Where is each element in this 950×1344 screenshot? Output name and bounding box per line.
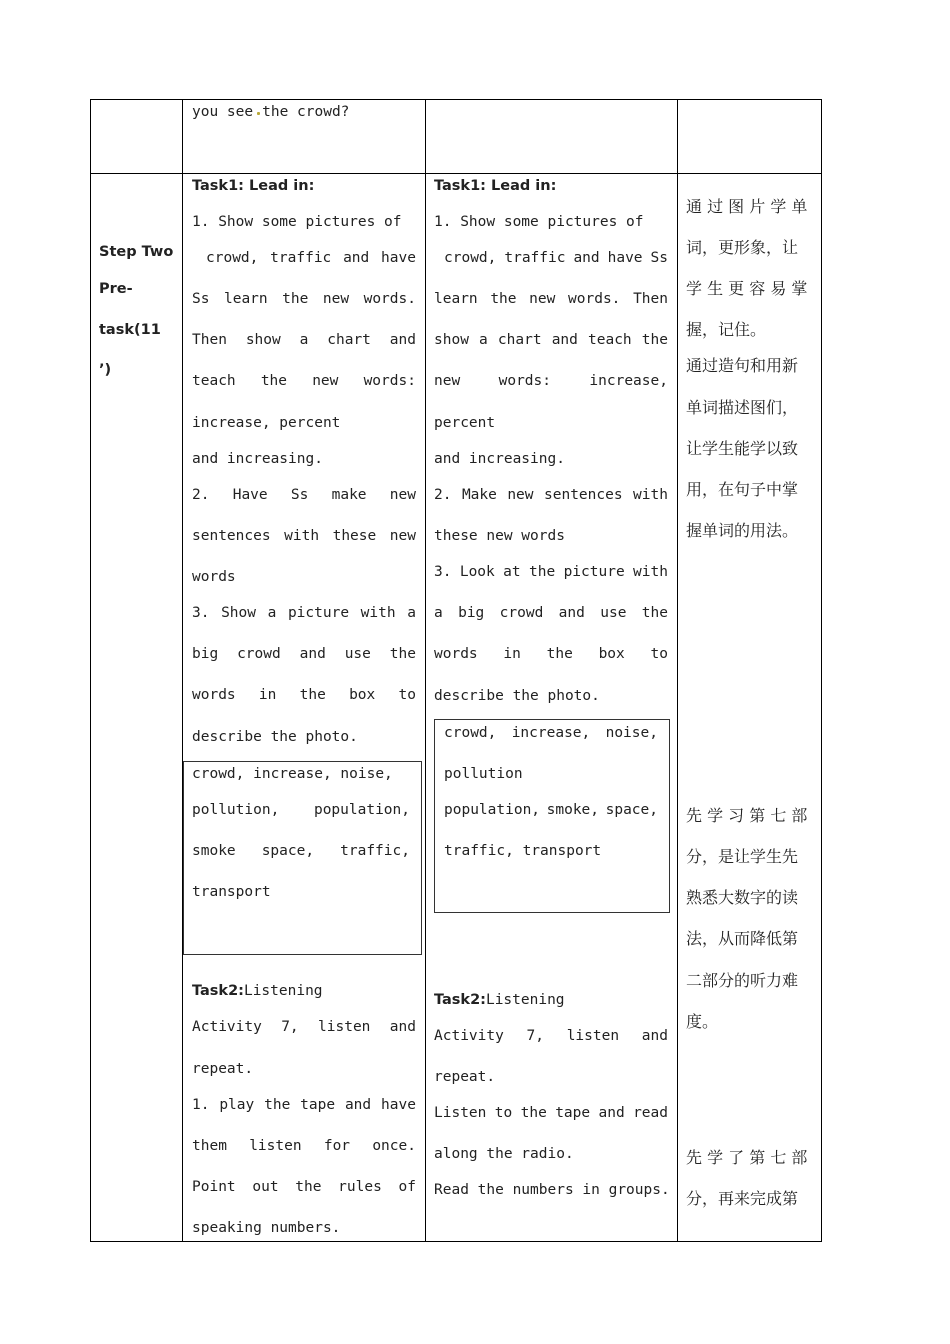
teacher-task2-value: Listening bbox=[243, 983, 323, 999]
teacher-line: big crowd and use the bbox=[192, 646, 416, 662]
step-line-4: ’) bbox=[99, 362, 112, 378]
teacher-line: crowd, traffic and have bbox=[206, 250, 416, 266]
teacher-line: and increasing. bbox=[192, 451, 323, 467]
teacher-task2-line: them listen for once. bbox=[192, 1138, 416, 1154]
teacher-line: 2. Have Ss make new bbox=[192, 487, 416, 503]
student-task2-heading bbox=[434, 992, 565, 1008]
purpose-line: 让学生能学以致 bbox=[686, 439, 799, 458]
teacher-line: words bbox=[192, 569, 236, 585]
teacher-line: teach the new words: bbox=[192, 373, 416, 389]
student-line: 1. Show some pictures of bbox=[434, 214, 644, 230]
student-line: show a chart and teach the bbox=[434, 332, 668, 348]
student-task1-heading: Task1: Lead in: bbox=[434, 178, 557, 194]
teacher-task2-line: speaking numbers. bbox=[192, 1220, 341, 1236]
teacher-line: describe the photo. bbox=[192, 729, 358, 745]
teacher-task2-line: repeat. bbox=[192, 1061, 254, 1077]
student-line: crowd, traffic and have Ss bbox=[444, 250, 668, 266]
student-box-line: crowd, increase, noise, bbox=[444, 725, 658, 741]
teacher-line: increase, percent bbox=[192, 415, 341, 431]
student-task2-line: Listen to the tape and read bbox=[434, 1105, 668, 1121]
teacher-task2-line: 1. play the tape and have bbox=[192, 1097, 416, 1113]
purpose-line: 通 过 图 片 学 单 bbox=[686, 197, 808, 216]
purpose-line: 先 学 了 第 七 部 bbox=[686, 1148, 808, 1167]
step-line-3: task(11 bbox=[99, 322, 161, 338]
teacher-task1-heading: Task1: Lead in: bbox=[192, 178, 315, 194]
purpose-line: 先 学 习 第 七 部 bbox=[686, 806, 808, 825]
student-box-line: pollution bbox=[444, 766, 523, 782]
row1-text-end: the crowd? bbox=[262, 104, 350, 120]
step-line-2: Pre- bbox=[99, 281, 133, 297]
student-task2-line: along the radio. bbox=[434, 1146, 574, 1162]
teacher-box-line: smoke space, traffic, bbox=[192, 843, 410, 859]
student-task2-line: Read the numbers in groups. bbox=[434, 1182, 670, 1198]
purpose-line: 握单词的用法。 bbox=[686, 521, 799, 540]
student-box-line: traffic, transport bbox=[444, 843, 602, 859]
student-task2-value: Listening bbox=[485, 992, 565, 1008]
student-line: learn the new words. Then bbox=[434, 291, 668, 307]
purpose-line: 分，再来完成第 bbox=[686, 1189, 799, 1208]
purpose-line: 二部分的听力难 bbox=[686, 971, 799, 990]
col-divider-2 bbox=[425, 99, 426, 1242]
row1-text bbox=[192, 104, 349, 120]
teacher-line: words in the box to bbox=[192, 687, 416, 703]
teacher-task2-line: Point out the rules of bbox=[192, 1179, 416, 1195]
purpose-line: 分，是让学生先 bbox=[686, 847, 799, 866]
table-bottom-border bbox=[90, 1241, 822, 1242]
purpose-line: 单词描述图们， bbox=[686, 398, 799, 417]
teacher-line: sentences with these new bbox=[192, 528, 416, 544]
purpose-line: 握，记住。 bbox=[686, 320, 767, 339]
table-left-border bbox=[90, 99, 91, 1242]
student-line: these new words bbox=[434, 528, 565, 544]
teacher-task2-line: Activity 7, listen and bbox=[192, 1019, 416, 1035]
purpose-line: 熟悉大数字的读 bbox=[686, 888, 799, 907]
purpose-line: 通过造句和用新 bbox=[686, 356, 799, 375]
row-divider bbox=[90, 173, 822, 174]
student-line: 2. Make new sentences with bbox=[434, 487, 668, 503]
col-divider-3 bbox=[677, 99, 678, 1242]
student-line: describe the photo. bbox=[434, 688, 600, 704]
teacher-box-line: pollution, population, bbox=[192, 802, 410, 818]
student-box-line: population, smoke, space, bbox=[444, 802, 658, 818]
student-task2-line: Activity 7, listen and bbox=[434, 1028, 668, 1044]
purpose-line: 词，更形象，让 bbox=[686, 238, 799, 257]
student-line: percent bbox=[434, 415, 496, 431]
teacher-line: 1. Show some pictures of bbox=[192, 214, 402, 230]
purpose-line: 度。 bbox=[686, 1012, 719, 1031]
purpose-line: 法，从而降低第 bbox=[686, 929, 799, 948]
table-top-border bbox=[90, 99, 822, 100]
student-task2-label: Task2: bbox=[434, 992, 486, 1008]
teacher-box-line: crowd, increase, noise, bbox=[192, 766, 393, 782]
teacher-line: 3. Show a picture with a bbox=[192, 605, 416, 621]
teacher-task2-label: Task2: bbox=[192, 983, 244, 999]
teacher-line: Then show a chart and bbox=[192, 332, 416, 348]
student-line: 3. Look at the picture with bbox=[434, 564, 668, 580]
student-line: new words: increase, bbox=[434, 373, 668, 389]
teacher-task2-heading bbox=[192, 983, 323, 999]
mark-dot bbox=[257, 112, 260, 115]
purpose-line: 用，在句子中掌 bbox=[686, 480, 799, 499]
student-line: a big crowd and use the bbox=[434, 605, 668, 621]
table-right-border bbox=[821, 99, 822, 1242]
student-task2-line: repeat. bbox=[434, 1069, 496, 1085]
student-line: and increasing. bbox=[434, 451, 565, 467]
col-divider-1 bbox=[182, 99, 183, 1242]
row1-text-start: you see bbox=[192, 104, 254, 120]
step-line-1: Step Two bbox=[99, 244, 174, 260]
teacher-box-line: transport bbox=[192, 884, 271, 900]
purpose-line: 学 生 更 容 易 掌 bbox=[686, 279, 808, 298]
student-line: words in the box to bbox=[434, 646, 668, 662]
teacher-line: Ss learn the new words. bbox=[192, 291, 416, 307]
